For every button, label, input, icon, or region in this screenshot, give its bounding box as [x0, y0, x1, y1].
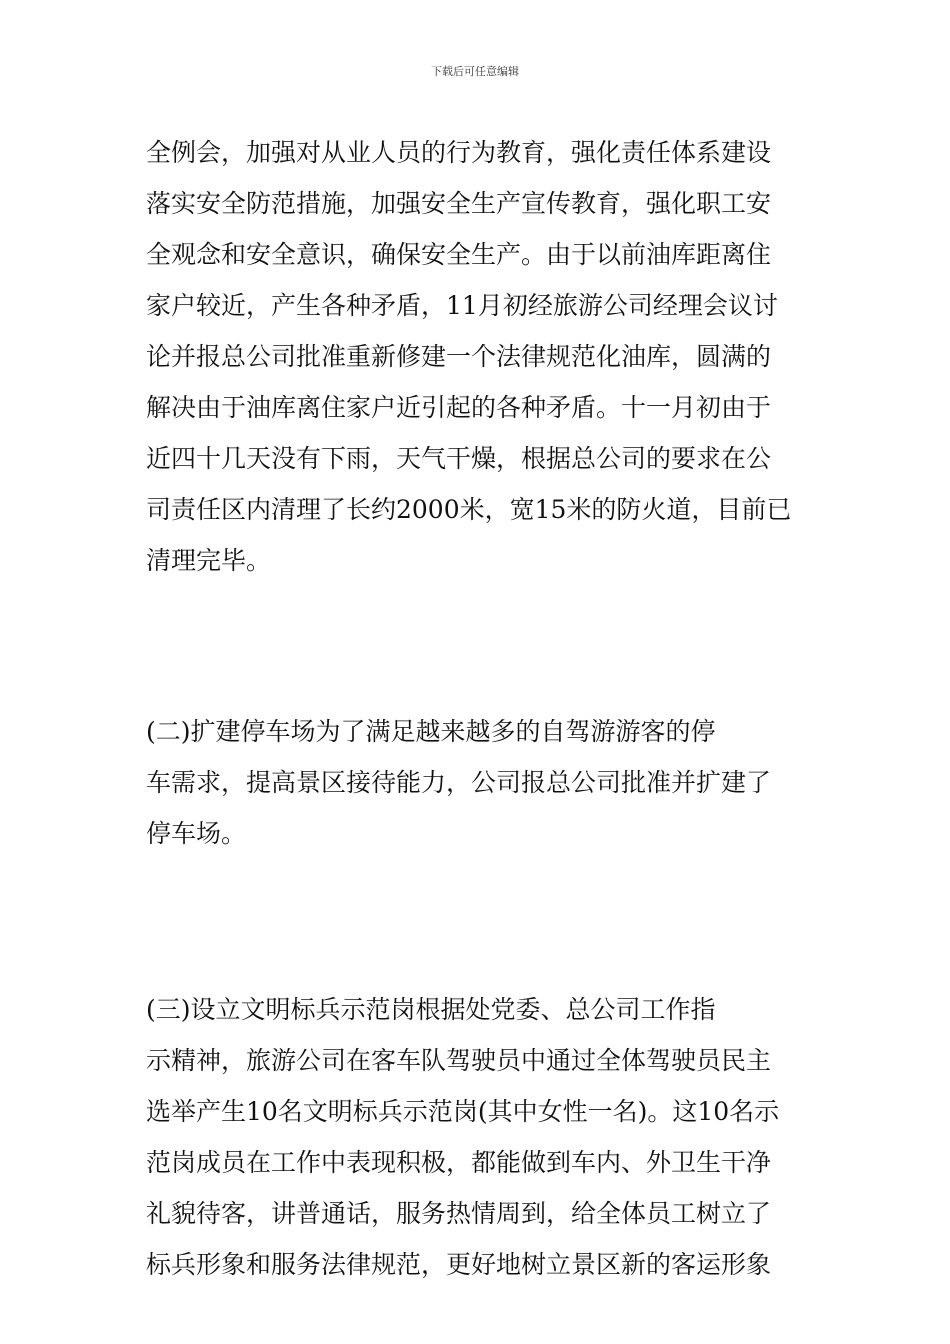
text-line: 全观念和安全意识，确保安全生产。由于以前油库距离住 — [146, 240, 772, 269]
text-line: 礼貌待客，讲普通话，服务热情周到，给全体员工树立了 — [146, 1199, 772, 1228]
text-line: 全例会，加强对从业人员的行为教育，强化责任体系建设 — [146, 138, 772, 167]
text-line: 司责任区内清理了长约2000米，宽15米的防火道，目前已 — [146, 495, 792, 524]
text-line: 选举产生10名文明标兵示范岗(其中女性一名)。这10名示 — [146, 1097, 780, 1126]
text-line: (三)设立文明标兵示范岗根据处党委、总公司工作指 — [146, 995, 716, 1024]
paragraph-spacer — [146, 859, 810, 984]
text-line: 停车场。 — [146, 819, 247, 848]
text-line: 范岗成员在工作中表现积极，都能做到车内、外卫生干净 — [146, 1148, 772, 1177]
paragraph-model-posts — [146, 984, 810, 1290]
page-header: 下载后可任意编辑 — [431, 65, 519, 78]
text-line: (二)扩建停车场为了满足越来越多的自驾游游客的停 — [146, 717, 716, 746]
paragraph-parking — [146, 706, 810, 859]
text-line: 标兵形象和服务法律规范，更好地树立景区新的客运形象 — [146, 1250, 772, 1279]
text-line: 清理完毕。 — [146, 546, 272, 575]
paragraph-safety — [146, 127, 810, 586]
text-line: 车需求，提高景区接待能力，公司报总公司批准并扩建了 — [146, 768, 772, 797]
text-line: 解决由于油库离住家户近引起的各种矛盾。十一月初由于 — [146, 393, 772, 422]
text-line: 家户较近，产生各种矛盾，11月初经旅游公司经理会议讨 — [146, 291, 778, 320]
document-body — [146, 127, 810, 1290]
paragraph-spacer — [146, 586, 810, 706]
text-line: 论并报总公司批准重新修建一个法律规范化油库，圆满的 — [146, 342, 772, 371]
text-line: 落实安全防范措施，加强安全生产宣传教育，强化职工安 — [146, 189, 772, 218]
text-line: 近四十几天没有下雨，天气干燥，根据总公司的要求在公 — [146, 444, 772, 473]
text-line: 示精神，旅游公司在客车队驾驶员中通过全体驾驶员民主 — [146, 1046, 772, 1075]
